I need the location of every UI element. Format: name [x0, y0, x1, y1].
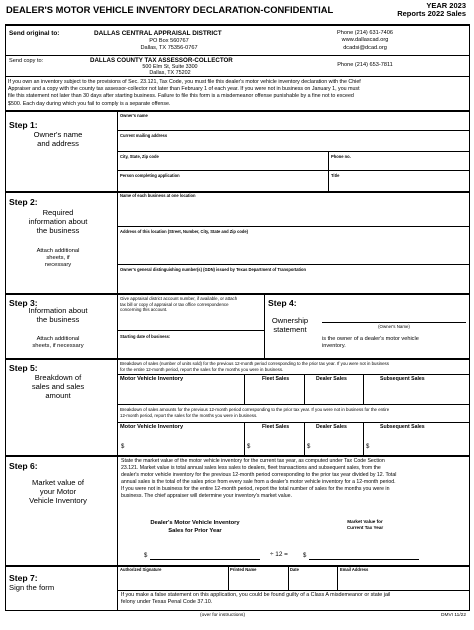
intro-line: $500. Each day during which you fail to comply is a separate offense.	[8, 100, 171, 107]
amounts-col-inventory: Motor Vehicle Inventory	[120, 424, 184, 430]
send-original-web[interactable]: www.dallascad.org	[341, 37, 389, 44]
ownership-text	[322, 336, 467, 350]
form-title: DEALER'S MOTOR VEHICLE INVENTORY DECLARATION-CONFIDENTIAL	[6, 4, 334, 15]
amounts-col-subsequent: Subsequent Sales	[380, 424, 425, 430]
phone-no-label: Phone no.	[331, 154, 351, 159]
send-original-name: DALLAS CENTRAL APPRAISAL DISTRICT	[94, 30, 222, 37]
amount-dollar-subsequent: $	[366, 444, 370, 450]
step2-subtitle	[8, 208, 108, 235]
market-value-line: 23.121. Market value is total annual sales less sales to dealers, fleet transactions and subsequent sales, from the	[121, 465, 381, 471]
amounts-col-line-2	[304, 422, 305, 455]
account-instructions	[120, 296, 270, 313]
step3-subtitle	[8, 306, 108, 324]
step5-sub-line: Breakdown of	[34, 373, 82, 382]
step6-sub-line: your Motor	[39, 487, 77, 496]
amounts-table-top	[117, 422, 470, 423]
email-label: Email Address	[340, 567, 369, 572]
step2-note-line: Attach additional	[36, 248, 80, 254]
step5-subtitle	[8, 373, 108, 400]
step2-note-line: necessary	[44, 262, 72, 268]
market-value-line: dealer's motor vehicle inventory for the previous 12-month period corresponding to the prior tax year divided by 12. Total	[121, 472, 397, 478]
step2-sub-line: information about	[28, 217, 88, 226]
amount-dollar-fleet: $	[247, 444, 251, 450]
units-line: Breakdown of sales (number of units sold) for the previous 12-month period corresponding to the prior tax year. If you were not in business	[120, 361, 389, 366]
step4-sub-line: statement	[273, 325, 307, 334]
location-field-line	[117, 264, 470, 265]
step3-sub-line: Information about	[28, 306, 88, 315]
send-copy-name: DALLAS COUNTY TAX ASSESSOR-COLLECTOR	[90, 57, 233, 64]
send-original-contact	[300, 30, 430, 52]
step2-note-line: sheets, if	[46, 255, 70, 261]
gdn-label: Owner's general distinguishing number(s) (GDN) issued by Texas Department of Transportation	[120, 267, 307, 272]
city-field-line	[117, 170, 470, 171]
units-col-subsequent: Subsequent Sales	[380, 376, 425, 382]
printed-name-label: Printed Name	[230, 567, 257, 572]
form-year: YEAR 2023	[426, 1, 466, 10]
account-line: tax bill or copy of appraisal or tax office correspondence	[120, 301, 229, 307]
ownership-line: inventory.	[322, 343, 346, 350]
footer-instructions: (over for instructions)	[200, 613, 246, 618]
amounts-col-line-3	[363, 422, 364, 455]
send-copy-addr1: 500 Elm St, Suite 3300	[142, 64, 198, 70]
date-label: Date	[290, 567, 299, 572]
units-line: for the entire 12-month period, report the sales for the months you were in business.	[120, 366, 284, 372]
account-line: concerning this account.	[120, 307, 168, 313]
step3-note-line: Attach additional	[36, 336, 80, 342]
business-name-label: Name of each business at one location	[120, 193, 196, 198]
market-value-line: business. The chief appraiser will determine your inventory's market value.	[121, 493, 293, 499]
market-value-line: State the market value of the motor vehicle inventory for the current tax year, as computed under Tax Code Section	[121, 458, 385, 464]
frame-left	[5, 24, 6, 611]
step5-title: Step 5:	[9, 363, 38, 373]
calc-dollar-sales: $	[144, 553, 148, 559]
sig-col-line-1	[228, 565, 229, 590]
step1-subtitle	[8, 130, 108, 148]
intro-text	[8, 79, 466, 108]
amount-dollar-dealer: $	[307, 444, 311, 450]
calc-right-line: Current Tax Year	[346, 525, 384, 530]
send-copy-phone: Phone (214) 653-7811	[337, 62, 393, 68]
step2-sub-line: Required	[42, 208, 74, 217]
title-label: Title	[331, 173, 340, 178]
calc-left-line: Dealer's Motor Vehicle Inventory	[150, 520, 240, 526]
intro-line: file this statement not later than 30 days after starting business. Failure to file this form is a misdemeanor offense punishable by a fine not to exceed	[8, 93, 354, 100]
step5-sub-line: sales and sales	[31, 382, 85, 391]
divider-step5	[5, 455, 470, 457]
warning-line: felony under Texas Penal Code 37.10.	[121, 599, 213, 606]
sig-col-line-2	[288, 565, 289, 590]
calc-dollar-market: $	[303, 553, 307, 559]
market-value-text	[121, 458, 466, 500]
send-original-addr1: PO Box 560767	[149, 38, 189, 44]
step5-sub-line: amount	[45, 391, 71, 400]
owner-name-caption: (Owner's Name)	[378, 324, 410, 329]
step6-title: Step 6:	[9, 461, 38, 471]
step4-subtitle	[265, 316, 315, 334]
market-value-line: If you were not in business for the entire 12-month period, report the total number of sales for the months you were in	[121, 486, 390, 492]
starting-date-label: Starting date of business:	[120, 334, 171, 339]
intro-line: If you own an inventory subject to the provisions of Sec. 23.121, Tax Code, you must file this dealer's motor vehicle inventory declaration with the Chief	[8, 79, 361, 85]
units-col-dealer: Dealer Sales	[316, 376, 347, 382]
owners-name-field-line	[117, 130, 470, 131]
amount-dollar-inventory: $	[121, 444, 125, 450]
account-field-line	[117, 330, 265, 331]
calc-right-line: Market Value for	[347, 519, 383, 524]
units-col-line-2	[304, 374, 305, 404]
step3-sub-line: the business	[36, 315, 80, 324]
divider-copy	[5, 76, 470, 77]
step4-title: Step 4:	[268, 298, 297, 308]
step1-sub-line: and address	[37, 139, 79, 148]
calc-right-caption	[320, 519, 410, 531]
left-column-divider	[117, 110, 118, 610]
send-copy-addr2: Dallas, TX 75202	[149, 70, 191, 77]
owner-name-input-line[interactable]	[322, 322, 466, 323]
send-original-addr2: Dallas, TX 75356-0767	[140, 45, 198, 51]
step1-sub-line: Owner's name	[33, 130, 83, 139]
sales-input-line[interactable]	[150, 559, 260, 560]
step7-subtitle: Sign the form	[9, 583, 55, 592]
amounts-col-fleet: Fleet Sales	[262, 424, 290, 430]
divider-step1	[5, 191, 470, 193]
send-copy-label: Send copy to:	[9, 58, 44, 64]
send-original-email[interactable]: dcadsi@dcad.org	[343, 44, 387, 51]
footer-form-number: DMVI 11/22	[441, 613, 466, 618]
frame-right	[469, 24, 470, 611]
amounts-line: Breakdown of sales amounts for the previous 12-month period corresponding to the prior tax year. If you were not in business for the entire	[120, 407, 390, 412]
step6-sub-line: Market value of	[32, 478, 84, 487]
market-value-input-line[interactable]	[309, 559, 419, 560]
units-col-fleet: Fleet Sales	[262, 376, 290, 382]
step6-sub-line: Vehicle Inventory	[29, 496, 87, 505]
step1-col-divider	[328, 151, 329, 191]
send-original-phone: Phone (214) 631-7406	[337, 30, 393, 36]
amounts-col-dealer: Dealer Sales	[316, 424, 347, 430]
city-label: City, State, Zip code	[120, 154, 159, 159]
market-value-line: annual sales is the total of the sales price from every sale from a dealer's motor vehicle inventory for a 12-month period.	[121, 479, 396, 485]
units-table-bottom	[117, 404, 470, 405]
signature-label: Authorized Signature	[120, 567, 162, 572]
mailing-field-line	[117, 151, 470, 152]
ownership-line: is the owner of a dealer's motor vehicle	[322, 336, 419, 342]
step2-sub-line: the business	[36, 226, 80, 235]
divider-send	[5, 55, 470, 56]
units-table-top	[117, 374, 470, 375]
amounts-instructions	[120, 407, 468, 418]
step3-note-line: sheets, if necessary	[32, 343, 84, 349]
step3-title: Step 3:	[9, 298, 38, 308]
amounts-col-line-1	[244, 422, 245, 455]
calc-left-line: Sales for Prior Year	[168, 528, 222, 534]
signature-row-bottom	[117, 590, 470, 591]
sig-col-line-3	[337, 565, 338, 590]
calc-left-caption	[130, 519, 260, 535]
divide-by-12: ÷ 12 =	[270, 551, 288, 558]
step7-title: Step 7:	[9, 573, 38, 583]
units-col-line-3	[363, 374, 364, 404]
step2-note	[8, 248, 108, 269]
amounts-line: 12-month period, report the sales for the months you were in business.	[120, 412, 258, 418]
send-original-address	[94, 38, 244, 52]
false-statement-warning	[121, 592, 466, 607]
step3-note	[8, 336, 108, 350]
units-instructions	[120, 361, 468, 372]
form-reports-year: Reports 2022 Sales	[397, 9, 466, 18]
form-year-block	[397, 2, 466, 18]
divider-step3	[5, 358, 470, 360]
units-col-line-1	[244, 374, 245, 404]
units-col-inventory: Motor Vehicle Inventory	[120, 376, 184, 382]
warning-line: If you make a false statement on this application, you could be found guilty of a Class A misdemeanor or state jail	[121, 592, 391, 598]
mailing-address-label: Current mailing address	[120, 133, 168, 138]
send-original-label: Send original to:	[9, 30, 60, 37]
step4-sub-line: Ownership	[271, 316, 309, 325]
divider-intro	[5, 110, 470, 112]
business-name-field-line	[117, 226, 470, 227]
owners-name-label: Owner's name	[120, 113, 148, 118]
account-line: Give appraisal district account number, if available, or attach	[120, 296, 238, 301]
step1-title: Step 1:	[9, 120, 38, 130]
step6-subtitle	[8, 478, 108, 505]
location-address-label: Address of this location (Street, Number, City, State and Zip code)	[120, 229, 248, 234]
step2-title: Step 2:	[9, 197, 38, 207]
send-copy-address	[120, 64, 220, 77]
frame-top	[5, 24, 470, 26]
person-completing-label: Person completing application	[120, 173, 180, 178]
divider-step2	[5, 293, 470, 295]
frame-bottom	[5, 610, 470, 611]
intro-line: Appraiser and a copy with the county tax assessor-collector not later than February 1 of each year. If you were not in business on January 1, you must	[8, 86, 360, 93]
